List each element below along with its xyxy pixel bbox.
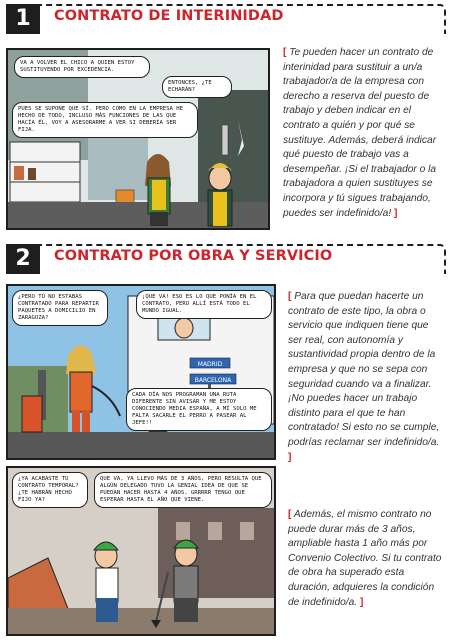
section-2-body-2: Además, el mismo contrato no puede durar más de 3 años, ampliable hasta 1 año más por Convenio Colectivo. Si tu contrato de obra ha superado esta duración, adquieres la condición de indefinido/a. xyxy=(288,509,442,608)
comic-panel-obra-1 xyxy=(6,284,276,460)
section-1-text: [ Te pueden hacer un contrato de interinidad para sustituir a un/a trabajador/a de la empresa con derecho a reserva del puesto de trabajo y deben indicar en el contrato a quién y por qué se sustituye. Además, deberá indicar qué puesto de trabajo vas a desempeñar. ¡Si el trabajador o la trabajadora a quien sustituyes se incorpora y tú sigues trabajando, puedes ser indefinido/a! ] xyxy=(283,47,437,219)
section-2-text-1: [ Para que puedan hacerte un contrato de este tipo, la obra o servicio que indiquen tiene que ser real, con autonomía y sustantividad propia dentro de la empresa y que no se sepa con seguridad cuando va a finalizar. ¡No puedes hacer un trabajo distinto para el que te han contratado! Si esto no se cumple, podrías reclamar ser indefinido/a. ] xyxy=(288,291,440,463)
section-2-body-1: Para que puedan hacerte un contrato de este tipo, la obra o servicio que indiquen tiene que ser real, con autonomía y sustantividad propia dentro de la empresa y que no se sepa con seguridad cuando va a finalizar. ¡No puedes hacer un trabajo distinto para el que te han contratado! Si esto no se cumple, podrías reclamar ser indefinido/a. xyxy=(288,291,440,448)
speech-bubble-1: VA A VOLVER EL CHICO A QUIEN ESTOY SUSTITUYENDO POR EXCEDENCIA. xyxy=(14,56,150,78)
comic-panel-obra-2 xyxy=(6,466,276,636)
speech-bubble-3: PUES SE SUPONE QUE SÍ. PERO COMO EN LA EMPRESA HE HECHO DE TODO, INCLUSO MÁS FUNCIONES DE LAS QUE HACÍA ÉL, VOY A ASESORARME A VER SI DEBERÍA SER FIJA. xyxy=(12,102,198,138)
speech-bubble-8: QUE VA, YA LLEVO MÁS DE 3 AÑOS, PERO RESULTA QUE ALGÚN DELEGADO TUVO LA GENIAL IDEA DE QUE SE PUEDAN HACER HASTA 4 AÑOS. GRRRRR TENGO QUE ESPERAR HASTA EL AÑO QUE VIENE. xyxy=(94,472,272,508)
comic-panel-interinidad xyxy=(6,48,270,230)
speech-bubble-7: ¿YA ACABASTE TU CONTRATO TEMPORAL? ¿TE HABRÁN HECHO FIJO YA? xyxy=(12,472,88,508)
section-1-body: Te pueden hacer un contrato de interinidad para sustituir a un/a trabajador/a de la empresa con derecho a reserva del puesto de trabajo y deben indicar en el contrato a quién y por qué se sustituye. Además, deberá indicar qué puesto de trabajo vas a desempeñar. ¡Si el trabajador o la trabajadora a quien sustituyes se incorpora y tú sigues trabajando, puedes ser indefinido/a! xyxy=(283,47,437,219)
speech-bubble-5: ¡QUE VA! ESO ES LO QUE PONÍA EN EL CONTRATO, PERO ALLÍ ESTÁ TODO EL MUNDO IGUAL. xyxy=(136,290,272,319)
section-1-title: CONTRATO DE INTERINIDAD xyxy=(54,8,284,24)
section-2-number: 2 xyxy=(6,244,40,274)
section-2-text-2: [ Además, el mismo contrato no puede durar más de 3 años, ampliable hasta 1 año más por Convenio Colectivo. Si tu contrato de obra ha superado esta duración, adquieres la condición de indefinido/a. ] xyxy=(288,509,442,608)
section-1-header xyxy=(6,4,446,34)
speech-bubble-4: ¿PERO TÚ NO ESTABAS CONTRATADO PARA REPARTIR PAQUETES A DOMICILIO EN ZARAGOZA? xyxy=(12,290,108,326)
sign-barcelona: BARCELONA xyxy=(194,377,232,384)
section-2-title: CONTRATO POR OBRA Y SERVICIO xyxy=(54,248,333,264)
speech-bubble-6: CADA DÍA NOS PROGRAMAN UNA RUTA DIFERENTE SIN AVISAR Y ME ESTOY CONOCIENDO MEDIA ESPAÑA, A MÍ SOLO ME FALTA SACARLE EL PERRO A PASEAR AL JEFE!! xyxy=(126,388,272,431)
speech-bubble-2: ENTONCES, ¿TE ECHARÁN? xyxy=(162,76,232,98)
section-2-header xyxy=(6,244,446,274)
sign-madrid: MADRID xyxy=(197,361,223,368)
section-1-number: 1 xyxy=(6,4,40,34)
